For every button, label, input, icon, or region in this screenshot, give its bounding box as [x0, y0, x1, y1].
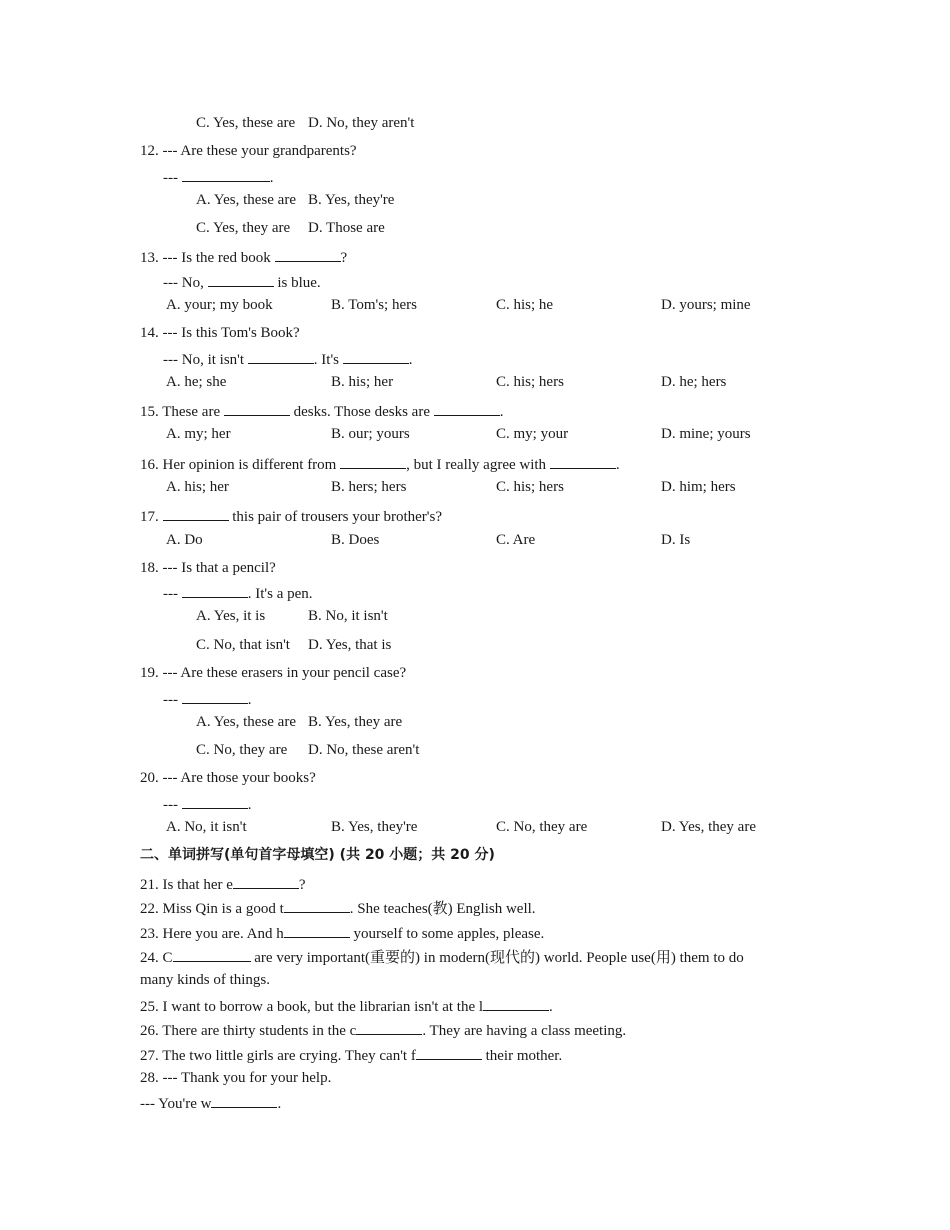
question-text: ?	[340, 250, 348, 266]
question-text: 24. C	[140, 950, 173, 966]
question-text: . It's a pen.	[247, 586, 313, 602]
answer-blank[interactable]	[340, 454, 406, 469]
question-text: ---	[163, 170, 182, 186]
question-text: 23. Here you are. And h	[140, 926, 284, 942]
question-text: .	[615, 457, 620, 473]
answer-option-q20[interactable]: D. Yes, they are	[661, 819, 756, 835]
question-line-q13	[163, 272, 321, 292]
question-text: yourself to some apples, please.	[349, 926, 545, 942]
answer-option-q14[interactable]: D. he; hers	[661, 374, 727, 390]
spelling-line	[140, 1045, 562, 1065]
answer-option-q17[interactable]: D. Is	[661, 532, 691, 548]
question-line-q14: 14. --- Is this Tom's Book?	[140, 325, 300, 341]
spelling-line: many kinds of things.	[140, 972, 270, 988]
answer-blank[interactable]	[275, 247, 341, 262]
question-line-q12: 12. --- Are these your grandparents?	[140, 143, 357, 159]
question-text: 17.	[140, 509, 163, 525]
question-line-q19: 19. --- Are these erasers in your pencil case?	[140, 665, 407, 681]
question-text: .	[247, 797, 252, 813]
question-line-q18: 18. --- Is that a pencil?	[140, 560, 276, 576]
answer-option-q14[interactable]: C. his; hers	[496, 374, 564, 390]
question-text: 22. Miss Qin is a good t	[140, 901, 284, 917]
answer-option-q17[interactable]: C. Are	[496, 532, 536, 548]
answer-blank[interactable]	[233, 874, 299, 889]
answer-option-q15[interactable]: B. our; yours	[331, 426, 410, 442]
answer-blank[interactable]	[434, 401, 500, 416]
question-line-q19	[163, 689, 252, 709]
answer-option-q20[interactable]: A. No, it isn't	[166, 819, 247, 835]
question-text: this pair of trousers your brother's?	[228, 509, 442, 525]
question-text: --- No,	[163, 275, 208, 291]
spelling-line	[140, 1093, 281, 1113]
question-text: desks. Those desks are	[289, 404, 434, 420]
question-line-q17	[140, 506, 442, 526]
answer-blank[interactable]	[182, 689, 248, 704]
answer-option-q14[interactable]: A. he; she	[166, 374, 227, 390]
spelling-line	[140, 1020, 626, 1040]
question-text: 27. The two little girls are crying. They can't f	[140, 1048, 416, 1064]
answer-blank[interactable]	[182, 583, 248, 598]
answer-option-q12[interactable]: D. Those are	[308, 220, 385, 236]
answer-blank[interactable]	[343, 349, 409, 364]
question-text: is blue.	[273, 275, 321, 291]
question-text: ---	[163, 586, 182, 602]
answer-option-q15[interactable]: D. mine; yours	[661, 426, 751, 442]
question-text: .	[247, 692, 252, 708]
answer-option-q13[interactable]: C. his; he	[496, 297, 554, 313]
answer-option-q12[interactable]: B. Yes, they're	[308, 192, 395, 208]
question-text: .	[269, 170, 274, 186]
section-heading: 二、单词拼写(单句首字母填空) (共 20 小题；共 20 分)	[140, 847, 495, 863]
answer-option-q19[interactable]: D. No, these aren't	[308, 742, 420, 758]
spelling-line	[140, 923, 544, 943]
answer-option-q11[interactable]: D. No, they aren't	[308, 115, 415, 131]
answer-option-q14[interactable]: B. his; her	[331, 374, 394, 390]
question-text: their mother.	[481, 1048, 563, 1064]
question-text: .	[408, 352, 413, 368]
answer-blank[interactable]	[182, 794, 248, 809]
question-text: ---	[163, 692, 182, 708]
spelling-line: 28. --- Thank you for your help.	[140, 1070, 332, 1086]
answer-option-q18[interactable]: C. No, that isn't	[196, 637, 290, 653]
answer-blank[interactable]	[284, 923, 350, 938]
question-text: --- You're w	[140, 1096, 212, 1112]
answer-option-q16[interactable]: B. hers; hers	[331, 479, 407, 495]
answer-blank[interactable]	[550, 454, 616, 469]
answer-option-q20[interactable]: C. No, they are	[496, 819, 588, 835]
answer-option-q12[interactable]: A. Yes, these are	[196, 192, 296, 208]
question-line-q16	[140, 454, 620, 474]
question-text: .	[549, 999, 553, 1015]
question-text: . They are having a class meeting.	[422, 1023, 627, 1039]
question-text: 26. There are thirty students in the c	[140, 1023, 357, 1039]
spelling-line	[140, 996, 553, 1016]
question-line-q20	[163, 794, 252, 814]
answer-option-q13[interactable]: B. Tom's; hers	[331, 297, 417, 313]
question-text: 13. --- Is the red book	[140, 250, 275, 266]
question-line-q12	[163, 167, 274, 187]
answer-option-q16[interactable]: C. his; hers	[496, 479, 564, 495]
spelling-line	[140, 874, 306, 894]
question-text: are very important(重要的) in modern(现代的) world. People use(用) them to do	[250, 950, 744, 966]
question-text: 16. Her opinion is different from	[140, 457, 341, 473]
question-line-q20: 20. --- Are those your books?	[140, 770, 316, 786]
question-text: .	[277, 1096, 282, 1112]
answer-blank[interactable]	[163, 506, 229, 521]
question-text: , but I really agree with	[406, 457, 550, 473]
answer-blank[interactable]	[416, 1045, 482, 1060]
answer-blank[interactable]	[173, 947, 251, 962]
question-line-q15	[140, 401, 503, 421]
question-line-q13	[140, 247, 347, 267]
answer-option-q17[interactable]: B. Does	[331, 532, 380, 548]
answer-option-q15[interactable]: A. my; her	[166, 426, 231, 442]
answer-option-q18[interactable]: B. No, it isn't	[308, 608, 388, 624]
answer-option-q13[interactable]: D. yours; mine	[661, 297, 751, 313]
question-text: 25. I want to borrow a book, but the librarian isn't at the l	[140, 999, 484, 1015]
question-text: .	[499, 404, 504, 420]
question-line-q14	[163, 349, 412, 369]
answer-option-q13[interactable]: A. your; my book	[166, 297, 273, 313]
answer-blank[interactable]	[182, 167, 270, 182]
spelling-line	[140, 898, 536, 918]
answer-blank[interactable]	[248, 349, 314, 364]
answer-option-q11[interactable]: C. Yes, these are	[196, 115, 296, 131]
question-text: ---	[163, 797, 182, 813]
answer-option-q19[interactable]: A. Yes, these are	[196, 714, 296, 730]
answer-option-q19[interactable]: C. No, they are	[196, 742, 288, 758]
answer-blank[interactable]	[208, 272, 274, 287]
question-text: ?	[298, 877, 306, 893]
answer-option-q20[interactable]: B. Yes, they're	[331, 819, 418, 835]
answer-option-q12[interactable]: C. Yes, they are	[196, 220, 291, 236]
answer-option-q19[interactable]: B. Yes, they are	[308, 714, 403, 730]
question-text: . It's	[313, 352, 343, 368]
question-line-q18	[163, 583, 313, 603]
answer-option-q17[interactable]: A. Do	[166, 532, 203, 548]
answer-option-q15[interactable]: C. my; your	[496, 426, 569, 442]
answer-blank[interactable]	[483, 996, 549, 1011]
question-text: 21. Is that her e	[140, 877, 233, 893]
answer-blank[interactable]	[356, 1020, 422, 1035]
spelling-line	[140, 947, 744, 967]
answer-blank[interactable]	[224, 401, 290, 416]
answer-blank[interactable]	[284, 898, 350, 913]
answer-option-q16[interactable]: A. his; her	[166, 479, 229, 495]
answer-option-q18[interactable]: D. Yes, that is	[308, 637, 392, 653]
question-text: . She teaches(教) English well.	[349, 901, 536, 917]
answer-blank[interactable]	[211, 1093, 277, 1108]
answer-option-q16[interactable]: D. him; hers	[661, 479, 736, 495]
answer-option-q18[interactable]: A. Yes, it is	[196, 608, 266, 624]
question-text: 15. These are	[140, 404, 224, 420]
question-text: --- No, it isn't	[163, 352, 248, 368]
